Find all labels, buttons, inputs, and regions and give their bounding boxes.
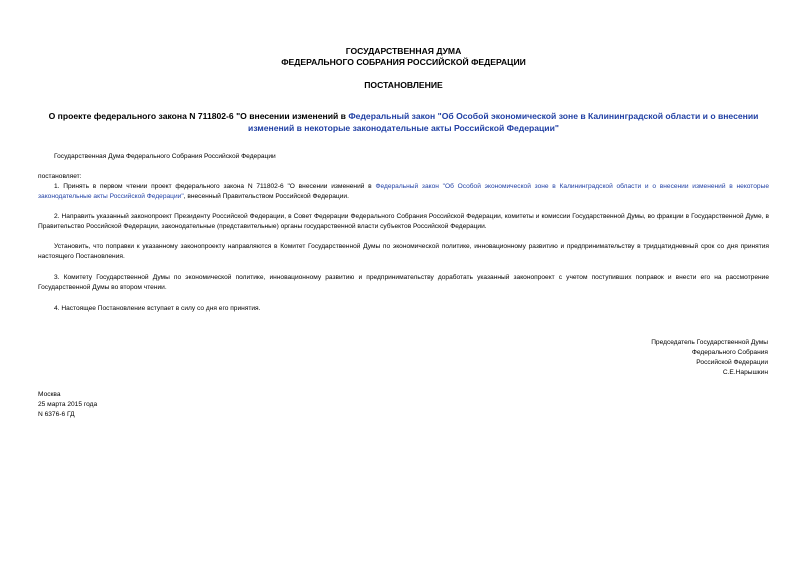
title-law-link[interactable]: Федеральный закон "Об Особой экономической зоне в Калининградской области и о внесении изменений в некоторые законодательные акты Российской Федерации" — [248, 111, 759, 133]
issuer-line: Государственная Дума Федерального Собрания Российской Федерации — [54, 153, 276, 160]
issuing-body-heading — [0, 46, 807, 68]
signature-block — [651, 338, 768, 378]
signatory-name: С.Е.Нарышкин — [722, 369, 768, 376]
paragraph-4: 4. Настоящее Постановление вступает в силу со дня его принятия. — [54, 305, 261, 312]
heading-line-2: ФЕДЕРАЛЬНОГО СОБРАНИЯ РОССИЙСКОЙ ФЕДЕРАЦИИ — [281, 57, 526, 67]
place-of-signing: Москва — [38, 391, 61, 398]
paragraph-2-amendments: Установить, что поправки к указанному законопроекту направляются в Комитет Государственной Думы по экономической политике, инновационному развитию и предпринимательству в тридцатидневный срок со дня принятия настоящего Постановления. — [38, 243, 769, 260]
document-footer — [38, 390, 97, 420]
paragraph-1-law-link[interactable]: Федеральный закон "Об Особой экономической зоне в Калининградской области и о внесении изменений в некоторые законодательные акты Российской Федерации" — [38, 183, 769, 200]
paragraph-1 — [38, 182, 769, 202]
resolution-number: N 6376-6 ГД — [38, 411, 75, 418]
document-type: ПОСТАНОВЛЕНИЕ — [364, 80, 443, 90]
document-title — [40, 110, 767, 134]
paragraph-1-prefix: 1. Принять в первом чтении проект федерального закона N 711802-6 "О внесении изменений в — [54, 183, 376, 190]
title-prefix: О проекте федерального закона N 711802-6 "О внесении изменений в — [48, 111, 349, 121]
heading-line-1: ГОСУДАРСТВЕННАЯ ДУМА — [345, 46, 462, 56]
paragraph-3: 3. Комитету Государственной Думы по экономической политике, инновационному развитию и предпринимательству доработать указанный законопроект с учетом поступивших поправок и внести его на рассмотрение Государственной Думы во втором чтении. — [38, 274, 769, 291]
paragraph-1-suffix: , внесенный Правительством Российской Федерации. — [183, 193, 349, 200]
signature-line-2: Федерального Собрания — [691, 349, 768, 356]
signature-line-1: Председатель Государственной Думы — [651, 339, 768, 346]
date-of-signing: 25 марта 2015 года — [38, 401, 98, 408]
signature-line-3: Российской Федерации — [696, 359, 768, 366]
paragraph-2: 2. Направить указанный законопроект Президенту Российской Федерации, в Совет Федерации Федерального Собрания Российской Федерации, комитеты и комиссии Государственной Думы, во фракции в Государственной Думе, в Правительство Российской Федерации, законодательные (представительные) органы государственной власти субъектов Российской Федерации. — [38, 213, 769, 230]
resolves-line: постановляет: — [38, 173, 82, 180]
